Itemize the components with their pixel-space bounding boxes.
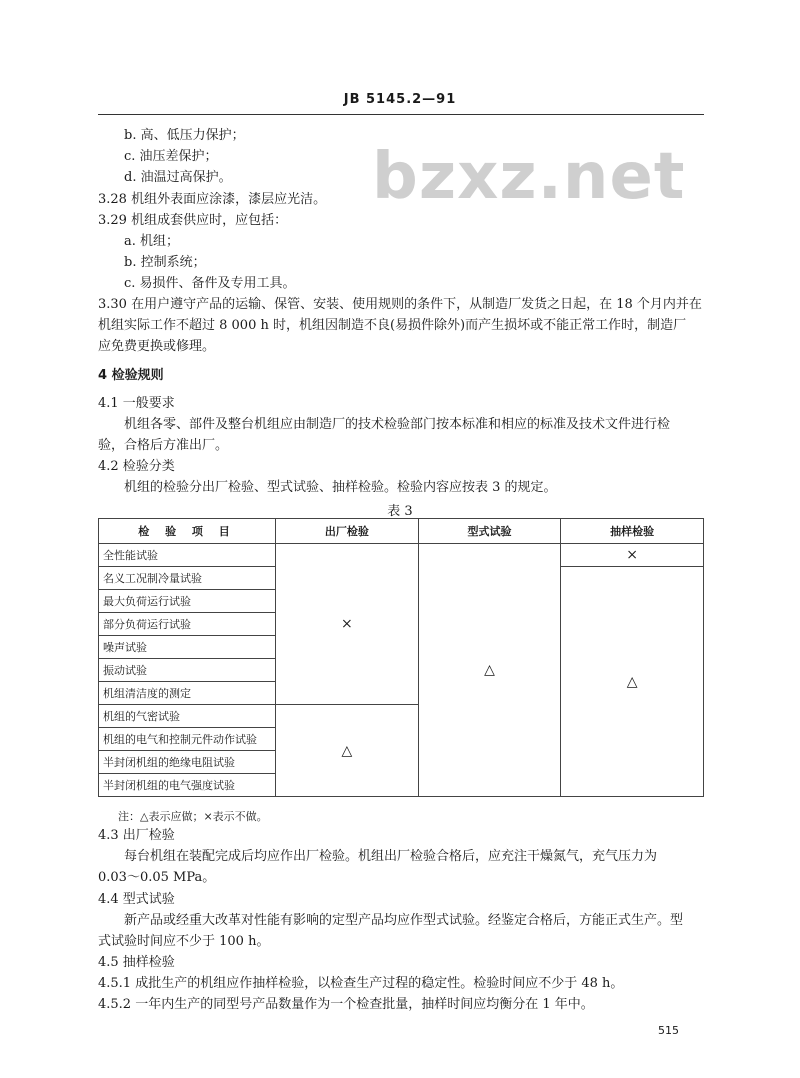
clause-4-1-line1: 机组各零、部件及整台机组应由制造厂的技术检验部门按本标准和相应的标准及技术文件进行检 xyxy=(124,417,671,432)
watermark: bzxz.net xyxy=(372,140,686,214)
col-header-item: 检 验 项 目 xyxy=(99,519,276,544)
clause-4-5-1: 4.5.1 成批生产的机组应作抽样检验，以检查生产过程的稳定性。检验时间应不少于 48 h。 xyxy=(98,976,624,991)
item-c-parts: c. 易损件、备件及专用工具。 xyxy=(124,276,296,291)
document-header: JB 5145.2—91 xyxy=(343,92,457,107)
table-note: 注：△表示应做；×表示不做。 xyxy=(118,810,268,823)
table-row xyxy=(99,544,704,567)
clause-3-29: 3.29 机组成套供应时，应包括： xyxy=(98,213,288,228)
row-item: 振动试验 xyxy=(99,659,276,682)
table-title: 表 3 xyxy=(387,504,413,519)
row-item: 机组清洁度的测定 xyxy=(99,682,276,705)
clause-4-5-2: 4.5.2 一年内生产的同型号产品数量作为一个检查批量，抽样时间应均衡分在 1 年中。 xyxy=(98,997,594,1012)
col-header-type: 型式试验 xyxy=(418,519,561,544)
factory-mark-triangle: △ xyxy=(276,705,419,797)
sample-mark-cross: × xyxy=(561,544,704,567)
row-item: 最大负荷运行试验 xyxy=(99,590,276,613)
clause-4-4-line2: 式试验时间应不少于 100 h。 xyxy=(98,934,270,949)
clause-4-1: 4.1 一般要求 xyxy=(98,396,175,411)
row-item: 半封闭机组的电气强度试验 xyxy=(99,774,276,797)
type-mark-triangle: △ xyxy=(418,544,561,797)
clause-3-30-line1: 3.30 在用户遵守产品的运输、保管、安装、使用规则的条件下，从制造厂发货之日起，在 18 个月内并在 xyxy=(98,297,702,312)
clause-4-4-line1: 新产品或经重大改革对性能有影响的定型产品均应作型式试验。经鉴定合格后，方能正式生产。型 xyxy=(124,913,684,928)
clause-4-2-line1: 机组的检验分出厂检验、型式试验、抽样检验。检验内容应按表 3 的规定。 xyxy=(124,480,557,495)
clause-3-28: 3.28 机组外表面应涂漆，漆层应光洁。 xyxy=(98,192,327,207)
col-header-sample: 抽样检验 xyxy=(561,519,704,544)
sample-mark-triangle: △ xyxy=(561,567,704,797)
row-item: 部分负荷运行试验 xyxy=(99,613,276,636)
clause-4-2: 4.2 检验分类 xyxy=(98,459,175,474)
factory-mark-cross: × xyxy=(276,544,419,705)
row-item: 机组的电气和控制元件动作试验 xyxy=(99,728,276,751)
clause-4-4: 4.4 型式试验 xyxy=(98,892,175,907)
item-d-oil-temp: d. 油温过高保护。 xyxy=(124,170,232,185)
col-header-factory: 出厂检验 xyxy=(276,519,419,544)
row-item: 全性能试验 xyxy=(99,544,276,567)
inspection-table xyxy=(98,518,704,797)
section-4-title: 4 检验规则 xyxy=(98,368,164,383)
row-item: 噪声试验 xyxy=(99,636,276,659)
header-rule xyxy=(98,114,704,115)
clause-3-30-line2: 机组实际工作不超过 8 000 h 时，机组因制造不良(易损件除外)而产生损坏或不能正常工作时，制造厂 xyxy=(98,318,687,333)
row-item: 名义工况制冷量试验 xyxy=(99,567,276,590)
table-header-row xyxy=(99,519,704,544)
item-b-pressure: b. 高、低压力保护； xyxy=(124,128,245,143)
item-a-unit: a. 机组； xyxy=(124,234,180,249)
row-item: 半封闭机组的绝缘电阻试验 xyxy=(99,751,276,774)
clause-4-3: 4.3 出厂检验 xyxy=(98,828,175,843)
clause-4-5: 4.5 抽样检验 xyxy=(98,955,175,970)
clause-4-3-line2: 0.03～0.05 MPa。 xyxy=(98,870,216,885)
clause-4-3-line1: 每台机组在装配完成后均应作出厂检验。机组出厂检验合格后，应充注干燥氮气，充气压力为 xyxy=(124,849,658,864)
item-b-control: b. 控制系统； xyxy=(124,255,206,270)
row-item: 机组的气密试验 xyxy=(99,705,276,728)
item-c-oil-diff: c. 油压差保护； xyxy=(124,149,218,164)
clause-4-1-line2: 验，合格后方准出厂。 xyxy=(98,438,229,453)
clause-3-30-line3: 应免费更换或修理。 xyxy=(98,339,216,354)
page-number: 515 xyxy=(658,1024,679,1037)
